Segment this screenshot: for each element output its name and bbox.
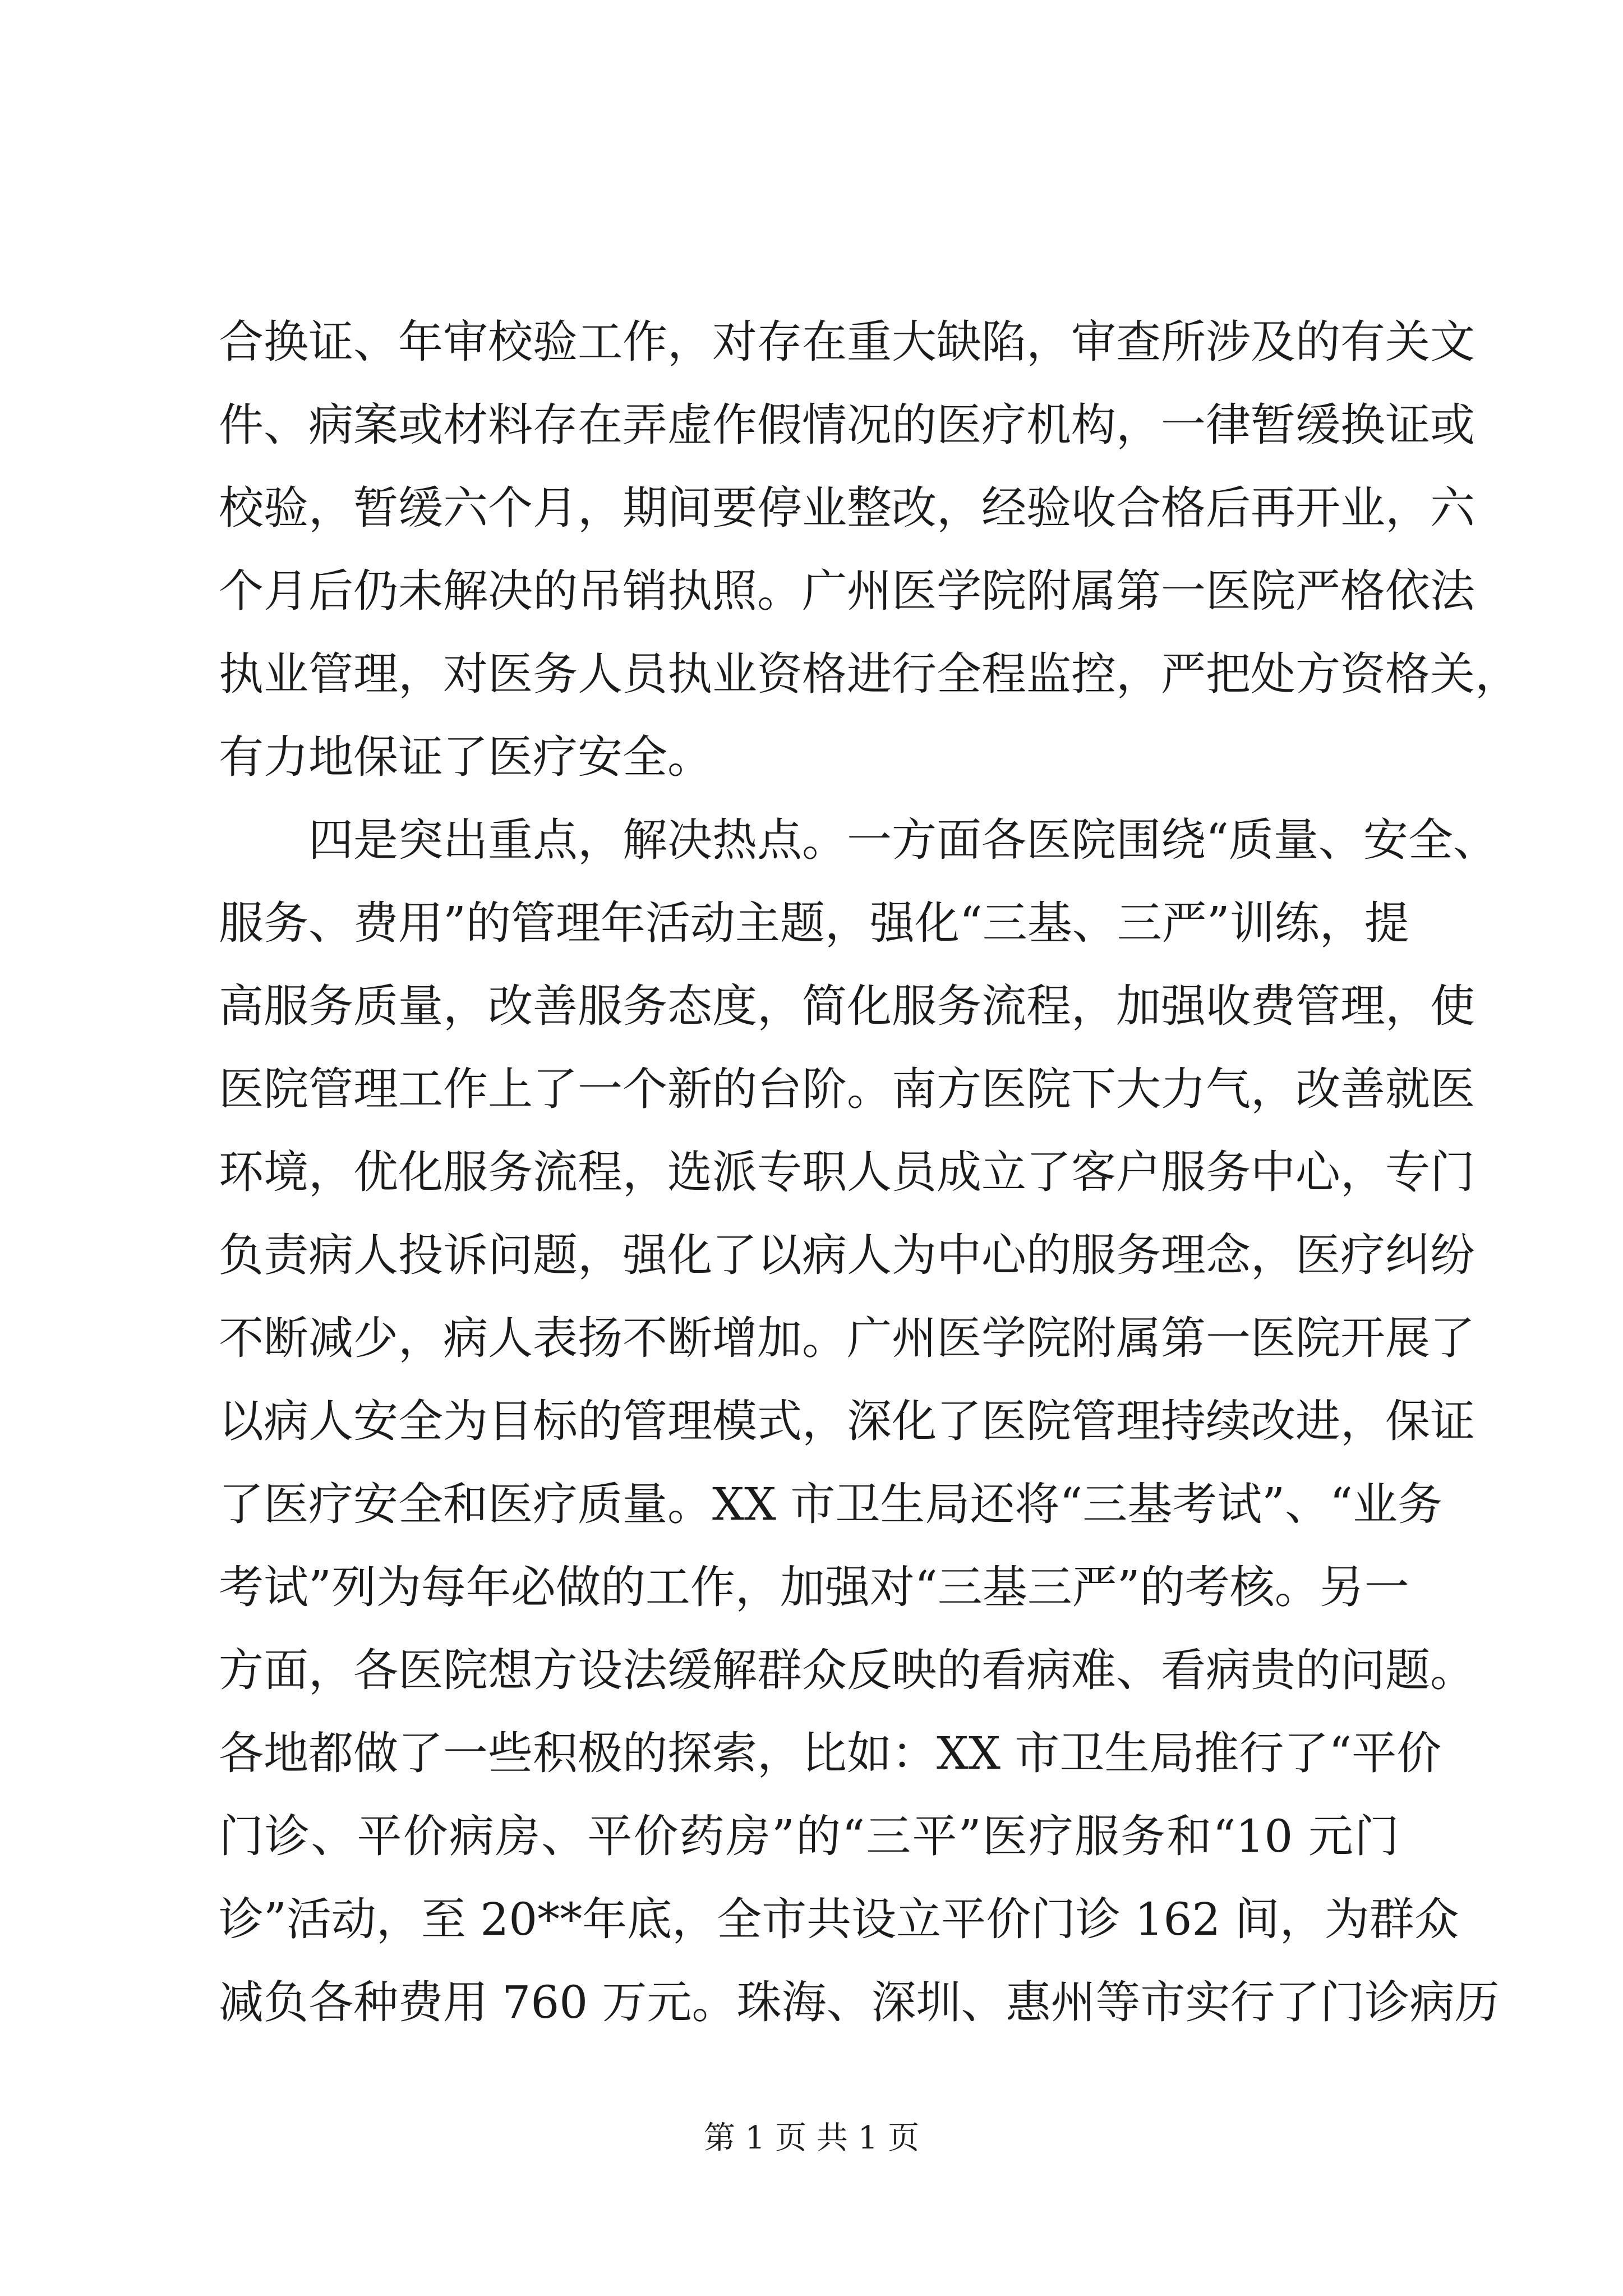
page-number-label: 第 1 页 共 1 页 — [703, 2120, 920, 2156]
page-footer — [0, 2116, 1623, 2161]
text-line: 以病人安全为目标的管理模式，深化了医院管理持续改进，保证 — [219, 1395, 1475, 1447]
text-line: 合换证、年审校验工作，对存在重大缺陷，审查所涉及的有关文 — [219, 316, 1475, 368]
text-line: 服务、费用”的管理年活动主题，强化“三基、三严”训练，提 — [219, 897, 1409, 949]
text-line: 诊”活动，至 20**年底，全市共设立平价门诊 162 间，为群众 — [219, 1893, 1459, 1945]
text-line: 了医疗安全和医疗质量。XX 市卫生局还将“三基考试”、“业务 — [219, 1478, 1443, 1530]
text-line: 不断减少，病人表扬不断增加。广州医学院附属第一医院开展了 — [219, 1312, 1475, 1364]
text-line: 高服务质量，改善服务态度，简化服务流程，加强收费管理，使 — [219, 980, 1475, 1032]
paragraph-first-line: 四是突出重点，解决热点。一方面各医院围绕“质量、安全、 — [308, 814, 1498, 866]
text-line: 门诊、平价病房、平价药房”的“三平”医疗服务和“10 元门 — [219, 1810, 1399, 1862]
text-line: 考试”列为每年必做的工作，加强对“三基三严”的考核。另一 — [219, 1561, 1409, 1613]
text-line: 个月后仍未解决的吊销执照。广州医学院附属第一医院严格依法 — [219, 565, 1475, 617]
text-line: 负责病人投诉问题，强化了以病人为中心的服务理念，医疗纠纷 — [219, 1229, 1475, 1281]
text-line: 减负各种费用 760 万元。珠海、深圳、惠州等市实行了门诊病历 — [219, 1976, 1500, 2028]
text-line: 件、病案或材料存在弄虚作假情况的医疗机构，一律暂缓换证或 — [219, 399, 1475, 451]
text-line: 医院管理工作上了一个新的台阶。南方医院下大力气，改善就医 — [219, 1063, 1475, 1115]
text-line: 方面，各医院想方设法缓解群众反映的看病难、看病贵的问题。 — [219, 1644, 1475, 1696]
text-line: 执业管理，对医务人员执业资格进行全程监控，严把处方资格关， — [219, 648, 1520, 700]
text-line: 各地都做了一些积极的探索，比如：XX 市卫生局推行了“平价 — [219, 1727, 1442, 1779]
text-line: 有力地保证了医疗安全。 — [219, 731, 712, 783]
text-line: 校验，暂缓六个月，期间要停业整改，经验收合格后再开业，六 — [219, 482, 1475, 534]
text-line: 环境，优化服务流程，选派专职人员成立了客户服务中心，专门 — [219, 1146, 1475, 1198]
